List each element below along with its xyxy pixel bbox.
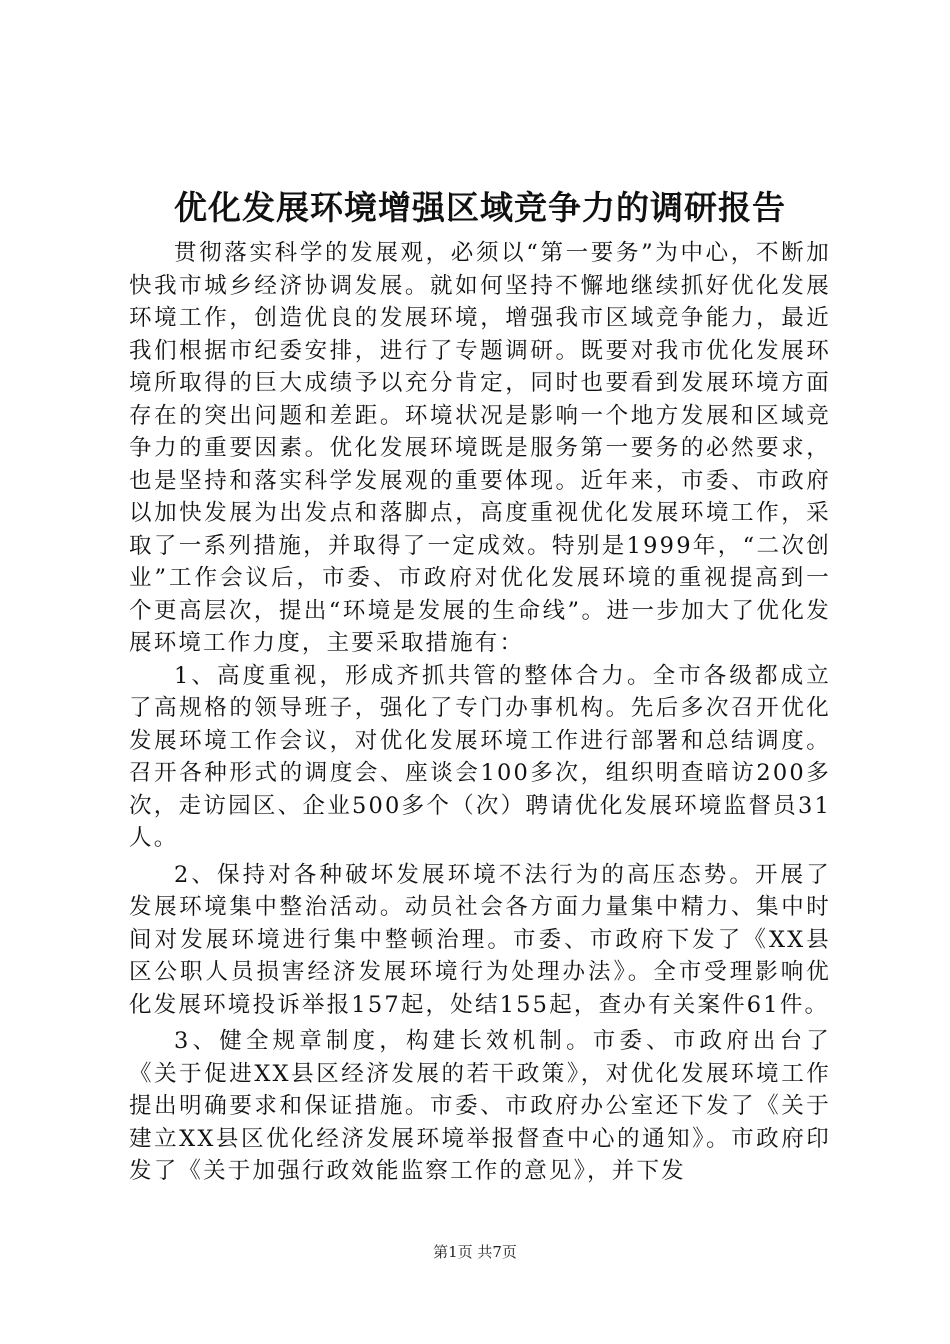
measure-paragraph-1: 1、高度重视，形成齐抓共管的整体合力。全市各级都成立了高规格的领导班子，强化了专门办事机构。先后多次召开优化发展环境工作会议，对优化发展环境工作进行部署和总结调度。召开各种形式的调度会、座谈会100多次，组织明查暗访200多次，走访园区、企业500多个（次）聘请优化发展环境监督员31人。 (129, 662, 831, 851)
document-title: 优化发展环境增强区域竞争力的调研报告 (174, 188, 786, 227)
measure-paragraph-3: 3、健全规章制度，构建长效机制。市委、市政府出台了《关于促进XX县区经济发展的若干政策》，对优化发展环境工作提出明确要求和保证措施。市委、市政府办公室还下发了《关于建立XX县区优化经济发展环境举报督查中心的通知》。市政府印发了《关于加强行政效能监察工作的意见》，并下发 (129, 1028, 831, 1184)
page-number-footer: 第1页 共7页 (433, 1243, 517, 1261)
document-body (129, 237, 831, 1188)
measure-paragraph-2: 2、保持对各种破坏发展环境不法行为的高压态势。开展了发展环境集中整治活动。动员社会各方面力量集中精力、集中时间对发展环境进行集中整顿治理。市委、市政府下发了《XX县区公职人员损害经济发展环境行为处理办法》。全市受理影响优化发展环境投诉举报157起，处结155起，查办有关案件61件。 (129, 861, 831, 1018)
intro-paragraph: 贯彻落实科学的发展观，必须以“第一要务”为中心，不断加快我市城乡经济协调发展。就如何坚持不懈地继续抓好优化发展环境工作，创造优良的发展环境，增强我市区域竞争能力，最近我们根据市纪委安排，进行了专题调研。既要对我市优化发展环境所取得的巨大成绩予以充分肯定，同时也要看到发展环境方面存在的突出问题和差距。环境状况是影响一个地方发展和区域竞争力的重要因素。优化发展环境既是服务第一要务的必然要求，也是坚持和落实科学发展观的重要体现。近年来，市委、市政府以加快发展为出发点和落脚点，高度重视优化发展环境工作，采取了一系列措施，并取得了一定成效。特别是1999年，“二次创业”工作会议后，市委、市政府对优化发展环境的重视提高到一个更高层次，提出“环境是发展的生命线”。进一步加大了优化发展环境工作力度，主要采取措施有： (129, 240, 831, 656)
